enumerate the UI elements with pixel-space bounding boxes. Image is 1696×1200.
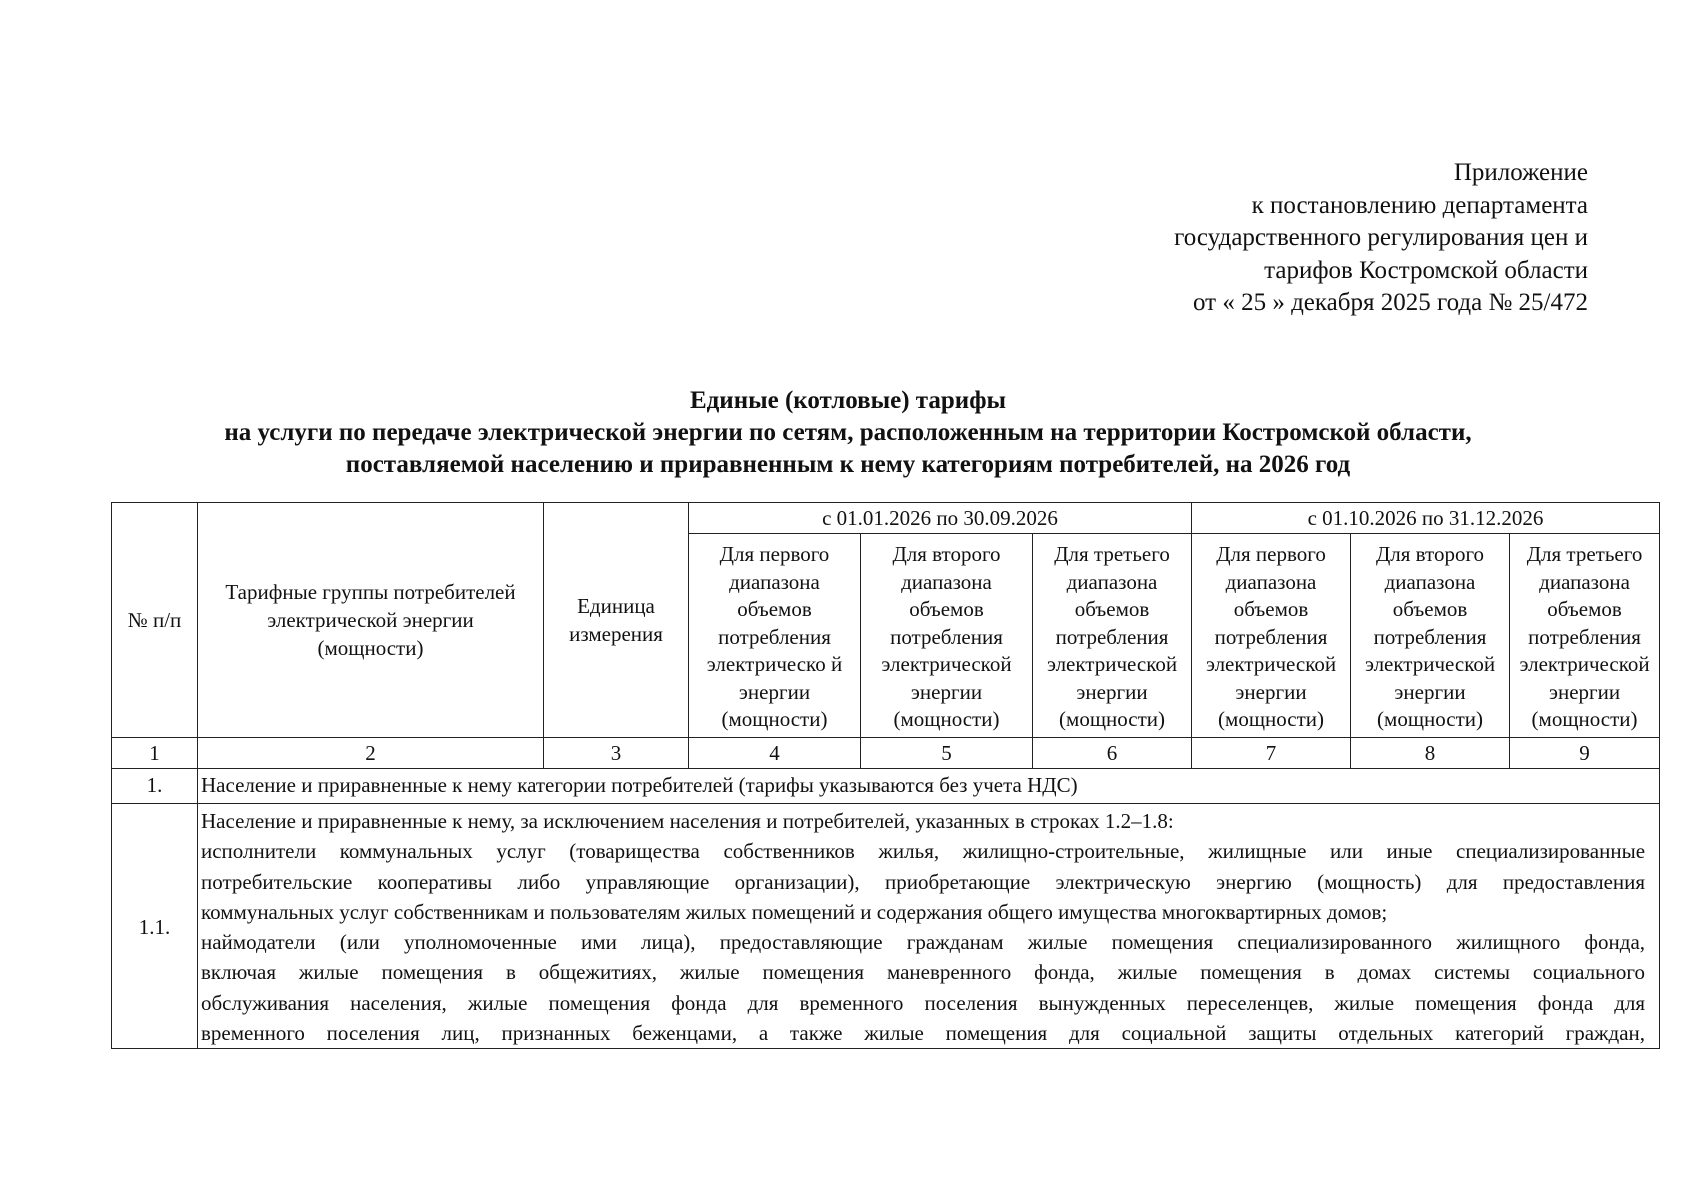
- table-row: [112, 804, 1660, 1049]
- description-line: коммунальных услуг собственникам и пользователям жилых помещений и содержания общего имущества многоквартирных домов;: [201, 899, 1388, 924]
- header-range-1-period-1: Для первого диапазона объемов потребления электрическо й энергии (мощности): [689, 534, 861, 738]
- tariff-table: [111, 502, 1660, 1049]
- header-period-2: с 01.10.2026 по 31.12.2026: [1192, 503, 1660, 534]
- column-number: 4: [689, 738, 861, 769]
- title-line: Единые (котловые) тарифы: [689, 387, 1007, 414]
- header-range-3-period-2: Для третьего диапазона объемов потребления электрической энергии (мощности): [1510, 534, 1660, 738]
- column-number: 7: [1192, 738, 1351, 769]
- column-number: 8: [1351, 738, 1510, 769]
- description-line: включая жилые помещения в общежитиях, жилые помещения маневренного фонда, жилые помещения в домах системы социального: [201, 960, 1646, 985]
- column-number: 9: [1510, 738, 1660, 769]
- appendix-line: тарифов Костромской области: [1264, 256, 1588, 284]
- document-title: [0, 385, 1696, 481]
- title-line: поставляемой населению и приравненным к нему категориям потребителей, на 2026 год: [345, 451, 1351, 478]
- title-line: на услуги по передаче электрической энергии по сетям, расположенным на территории Костромской области,: [224, 419, 1472, 446]
- header-num: № п/п: [112, 503, 198, 738]
- row-number: 1.1.: [112, 804, 198, 1049]
- header-row: [112, 503, 1660, 534]
- column-numbers-row: [112, 738, 1660, 769]
- column-number: 2: [198, 738, 544, 769]
- header-range-2-period-1: Для второго диапазона объемов потребления электрической энергии (мощности): [861, 534, 1033, 738]
- description-line: Население и приравненные к нему, за исключением населения и потребителей, указанных в строках 1.2–1.8:: [201, 809, 1174, 833]
- description-line: потребительские кооперативы либо управляющие организации), приобретающие электрическую энергию (мощность) для предоставления: [201, 869, 1646, 894]
- row-number: 1.: [112, 769, 198, 804]
- row-description: [198, 804, 1660, 1049]
- header-range-3-period-1: Для третьего диапазона объемов потребления электрической энергии (мощности): [1033, 534, 1192, 738]
- column-number: 1: [112, 738, 198, 769]
- header-range-1-period-2: Для первого диапазона объемов потребления электрической энергии (мощности): [1192, 534, 1351, 738]
- header-range-2-period-2: Для второго диапазона объемов потребления электрической энергии (мощности): [1351, 534, 1510, 738]
- description-line: исполнители коммунальных услуг (товарищества собственников жилья, жилищно-строительные, жилищные или иные специализированные: [201, 839, 1646, 864]
- header-groups: Тарифные группы потребителей электрической энергии (мощности): [198, 503, 544, 738]
- appendix-line: Приложение: [1453, 159, 1588, 186]
- column-number: 6: [1033, 738, 1192, 769]
- description-line: наймодатели (или уполномоченные ими лица), предоставляющие гражданам жилые помещения специализированного жилищного фонда,: [201, 930, 1646, 955]
- appendix-line: от « 25 » декабря 2025 года № 25/472: [1192, 289, 1588, 316]
- appendix-line: к постановлению департамента: [1251, 191, 1588, 219]
- appendix-header: [1174, 157, 1588, 320]
- column-number: 3: [544, 738, 689, 769]
- column-number: 5: [861, 738, 1033, 769]
- description-line: обслуживания населения, жилые помещения фонда для временного поселения вынужденных переселенцев, жилые помещения фонда для: [201, 990, 1646, 1015]
- header-unit: Единица измерения: [544, 503, 689, 738]
- description-line: временного поселения лиц, признанных беженцами, а также жилые помещения для социальной защиты отдельных категорий граждан,: [201, 1021, 1646, 1046]
- header-period-1: с 01.01.2026 по 30.09.2026: [689, 503, 1192, 534]
- appendix-line: государственного регулирования цен и: [1174, 224, 1588, 251]
- table-row: [112, 769, 1660, 804]
- section-title: Население и приравненные к нему категории потребителей (тарифы указываются без учета НДС): [198, 769, 1660, 804]
